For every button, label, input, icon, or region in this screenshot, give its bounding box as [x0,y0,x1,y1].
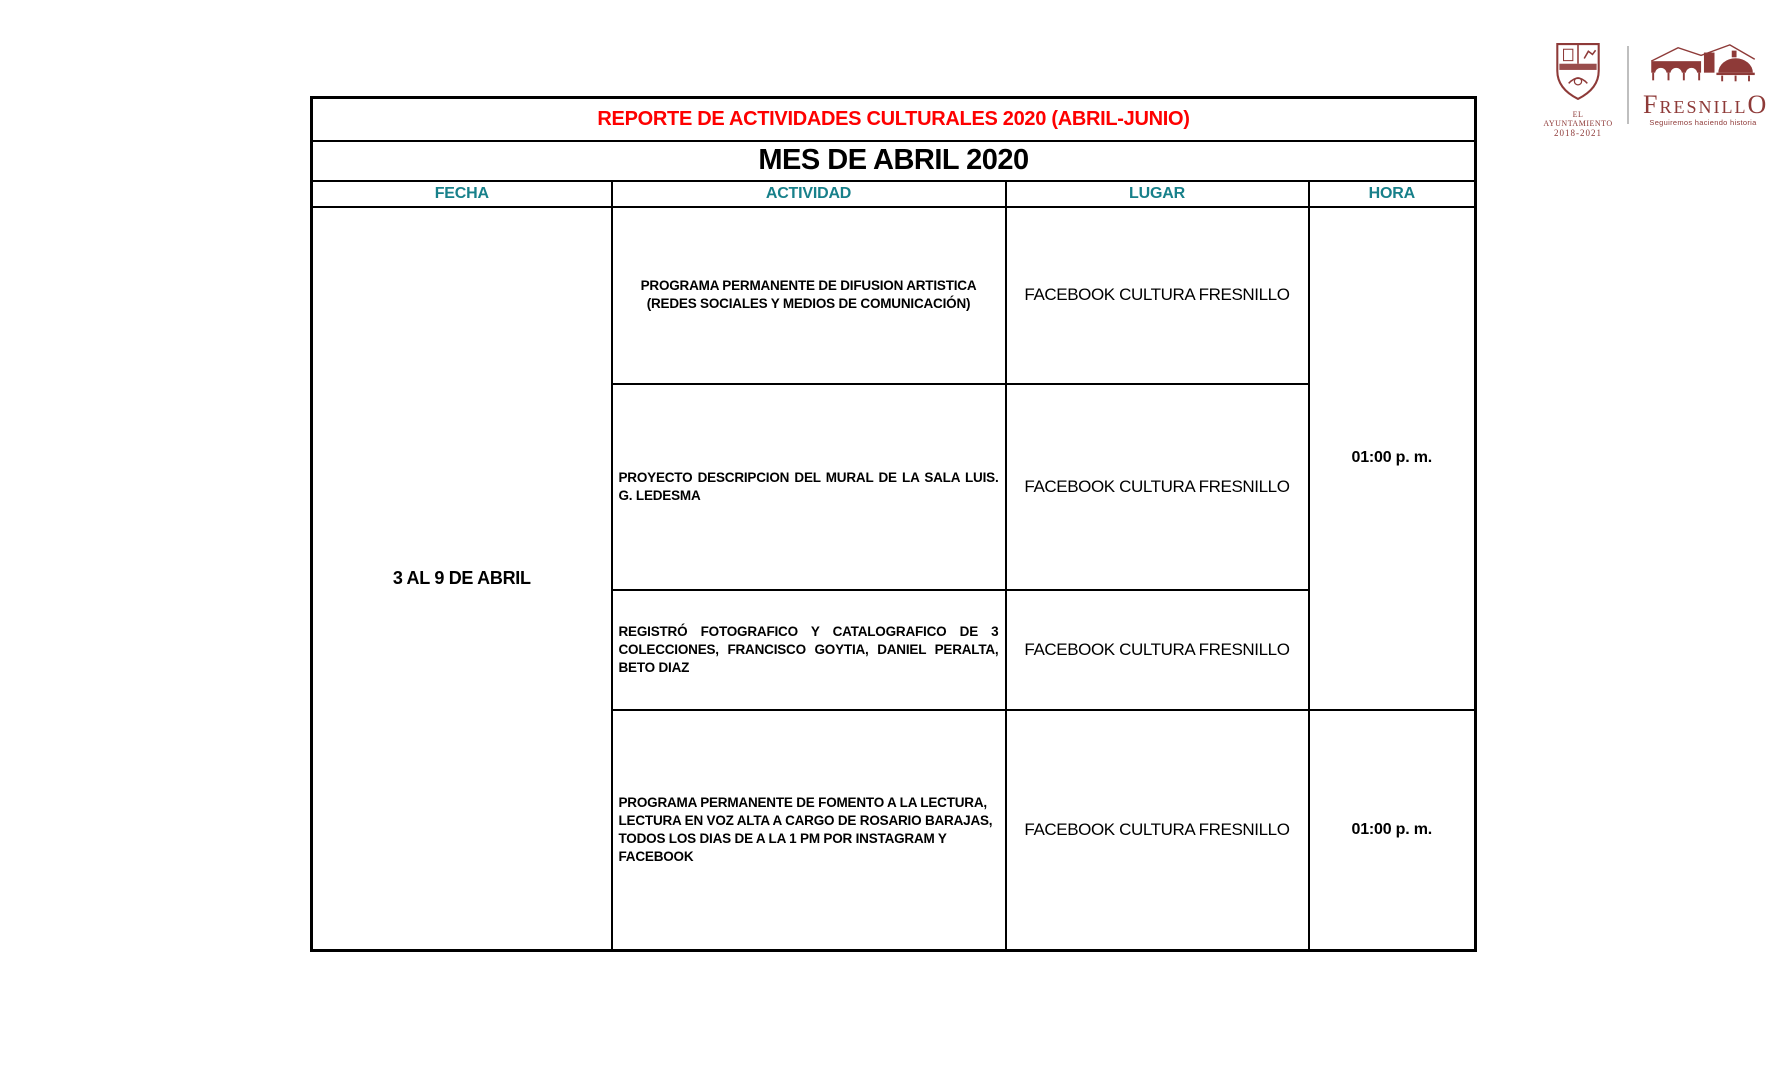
actividad-cell-4: PROGRAMA PERMANENTE DE FOMENTO A LA LECTURA, LECTURA EN VOZ ALTA A CARGO DE ROSARIO BARAJAS, TODOS LOS DIAS DE A LA 1 PM POR INSTAGRAM Y FACEBOOK [612,710,1006,951]
fresnillo-brand-text [1643,90,1769,119]
brand-text-main: Fresnill [1643,90,1748,119]
ayuntamiento-crest [1543,42,1613,138]
hora-cell-rows-1-3: 01:00 p. m. [1309,207,1476,710]
fresnillo-wordmark [1643,42,1769,127]
column-header-hora: HORA [1309,181,1476,207]
fresnillo-logo [1543,42,1769,138]
lugar-cell-2: FACEBOOK CULTURA FRESNILLO [1006,384,1309,590]
brand-tagline: Seguiremos haciendo historia [1649,118,1757,127]
month-header: MES DE ABRIL 2020 [312,141,1476,181]
actividad-cell-2: PROYECTO DESCRIPCION DEL MURAL DE LA SALA LUIS. G. LEDESMA [612,384,1006,590]
ayuntamiento-years: 2018-2021 [1554,128,1602,138]
column-header-actividad: ACTIVIDAD [612,181,1006,207]
brand-text-o: O [1747,90,1769,119]
lugar-cell-3: FACEBOOK CULTURA FRESNILLO [1006,590,1309,710]
report-title: REPORTE DE ACTIVIDADES CULTURALES 2020 (ABRIL-JUNIO) [312,98,1476,141]
activities-report-table [310,96,1477,952]
column-header-lugar: LUGAR [1006,181,1309,207]
column-header-fecha: FECHA [312,181,612,207]
fresnillo-building-icon [1645,42,1761,88]
coat-of-arms-icon [1552,42,1604,102]
hora-cell-row-4: 01:00 p. m. [1309,710,1476,951]
ayuntamiento-caption: EL AYUNTAMIENTO [1543,110,1613,128]
logo-divider [1627,46,1629,124]
lugar-cell-4: FACEBOOK CULTURA FRESNILLO [1006,710,1309,951]
actividad-cell-3: REGISTRÓ FOTOGRAFICO Y CATALOGRAFICO DE 3 COLECCIONES, FRANCISCO GOYTIA, DANIEL PERALTA, BETO DIAZ [612,590,1006,710]
actividad-cell-1: PROGRAMA PERMANENTE DE DIFUSION ARTISTICA (REDES SOCIALES Y MEDIOS DE COMUNICACIÓN) [612,207,1006,384]
fecha-cell: 3 AL 9 DE ABRIL [312,207,612,951]
lugar-cell-1: FACEBOOK CULTURA FRESNILLO [1006,207,1309,384]
table-row [312,207,1476,384]
